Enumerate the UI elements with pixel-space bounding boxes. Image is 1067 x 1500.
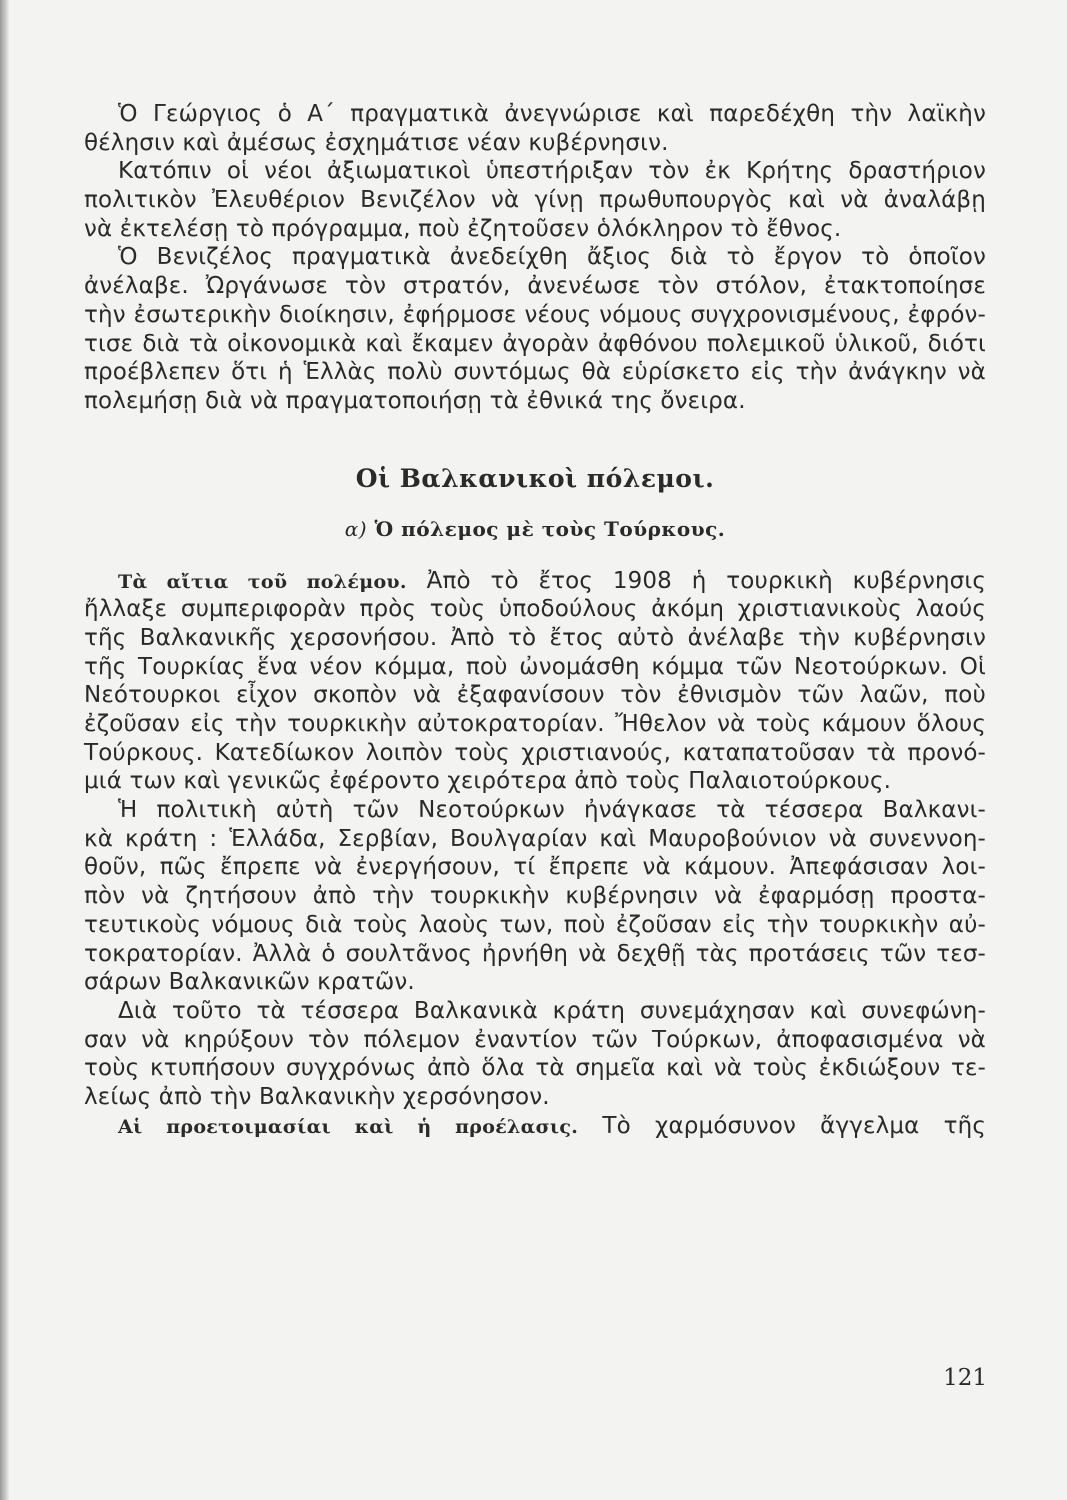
page-binding-edge: [0, 0, 9, 1500]
text-line: ἀνέλαβε. Ὠργάνωσε τὸν στρατόν, ἀνενέωσε τὸν στόλον, ἐτακτοποίησε: [84, 273, 986, 300]
subsection-title: Ὁ πόλεμος μὲ τοὺς Τούρκους.: [374, 516, 726, 541]
paragraph-preparations: [84, 1112, 986, 1141]
paragraph-venizelos: [84, 243, 986, 415]
text-line: Ὁ Γεώργιος ὁ Α΄ πραγματικὰ ἀνεγνώρισε καὶ παρεδέχθη τὴν λαϊκὴν: [118, 101, 986, 127]
page-number: 121: [943, 1365, 987, 1391]
text-line: τισε διὰ τὰ οἰκονομικὰ καὶ ἔκαμεν ἀγορὰν ἀφθόνου πολεμικοῦ ὑλικοῦ, διότι: [84, 330, 986, 357]
text-line: τῆς Βαλκανικῆς χερσονήσου. Ἀπὸ τὸ ἔτος αὐτὸ ἀνέλαβε τὴν κυβέρνησιν: [84, 624, 986, 651]
paragraph-king-george: [84, 100, 986, 157]
book-page: [84, 100, 986, 1140]
paragraph-lead-rest: Τὸ χαρμόσυνον ἄγγελμα τῆς: [602, 1112, 987, 1139]
paragraph-lead-rest: Ἀπὸ τὸ ἔτος 1908 ἡ τουρκικὴ κυβέρνησις: [426, 567, 986, 594]
text-line: τοὺς κτυπήσουν συγχρόνως ἀπὸ ὅλα τὰ σημεῖα καὶ νὰ τοὺς ἐκδιώξουν τε-: [84, 1055, 986, 1082]
subsection-letter: α): [344, 516, 368, 541]
paragraph-officers: [84, 157, 986, 243]
text-line: Ἡ πολιτικὴ αὐτὴ τῶν Νεοτούρκων ἠνάγκασε τὰ τέσσερα Βαλκανι-: [118, 797, 986, 824]
text-line: θέλησιν καὶ ἀμέσως ἐσχημάτισε νέαν κυβέρνησιν.: [84, 129, 669, 156]
text-line: ἤλλαξε συμπεριφορὰν πρὸς τοὺς ὑποδούλους ἀκόμη χριστιανικοὺς λαούς: [84, 596, 986, 623]
section-heading: Οἱ Βαλκανικοὶ πόλεμοι.: [355, 463, 715, 493]
text-line: [84, 1112, 986, 1141]
paragraph-lead: Τὰ αἴτια τοῦ πολέμου.: [118, 570, 407, 593]
text-line: ἐζοῦσαν εἰς τὴν τουρκικὴν αὐτοκρατορίαν. Ἤθελον νὰ τοὺς κάμουν ὅλους: [84, 711, 986, 737]
paragraph-causes: [84, 567, 986, 797]
subsection-heading: [84, 517, 986, 541]
text-line: τοκρατορίαν. Ἀλλὰ ὁ σουλτᾶνος ἠρνήθη νὰ δεχθῇ τὰς προτάσεις τῶν τεσ-: [84, 940, 986, 967]
text-line: προέβλεπεν ὅτι ἡ Ἑλλὰς πολὺ συντόμως θὰ εὑρίσκετο εἰς τὴν ἀνάγκην νὰ: [84, 359, 986, 386]
paragraph-alliance: [84, 997, 986, 1112]
text-line: Διὰ τοῦτο τὰ τέσσερα Βαλκανικὰ κράτη συνεμάχησαν καὶ συνεφώνη-: [118, 997, 986, 1024]
text-line: Νεότουρκοι εἶχον σκοπὸν νὰ ἐξαφανίσουν τὸν ἐθνισμὸν τῶν λαῶν, ποὺ: [84, 682, 986, 709]
text-line: κὰ κράτη : Ἑλλάδα, Σερβίαν, Βουλγαρίαν καὶ Μαυροβούνιον νὰ συνεννοη-: [84, 825, 986, 852]
text-line: νὰ ἐκτελέσῃ τὸ πρόγραμμα, ποὺ ἐζητοῦσεν ὁλόκληρον τὸ ἔθνος.: [84, 215, 842, 242]
text-line: σαν νὰ κηρύξουν τὸν πόλεμον ἐναντίον τῶν Τούρκων, ἀποφασισμένα νὰ: [84, 1026, 986, 1053]
text-line: πολιτικὸν Ἐλευθέριον Βενιζέλον νὰ γίνῃ πρωθυπουργὸς καὶ νὰ ἀναλάβῃ: [84, 187, 986, 214]
text-line: σάρων Βαλκανικῶν κρατῶν.: [84, 969, 415, 996]
text-line: τῆς Τουρκίας ἕνα νέον κόμμα, ποὺ ὠνομάσθη κόμμα τῶν Νεοτούρκων. Οἱ: [84, 653, 986, 680]
text-line: λείως ἀπὸ τὴν Βαλκανικὴν χερσόνησον.: [84, 1083, 550, 1110]
paragraph-young-turks-policy: [84, 796, 986, 997]
text-line: [84, 567, 986, 596]
text-line: πὸν νὰ ζητήσουν ἀπὸ τὴν τουρκικὴν κυβέρνησιν νὰ ἐφαρμόσῃ προστα-: [84, 883, 986, 910]
text-line: Ὁ Βενιζέλος πραγματικὰ ἀνεδείχθη ἄξιος διὰ τὸ ἔργον τὸ ὁποῖον: [118, 244, 986, 271]
text-line: πολεμήσῃ διὰ νὰ πραγματοποιήσῃ τὰ ἐθνικά της ὄνειρα.: [84, 387, 746, 414]
text-line: τὴν ἐσωτερικὴν διοίκησιν, ἐφήρμοσε νέους νόμους συγχρονισμένους, ἐφρόν-: [84, 301, 986, 328]
text-line: Τούρκους. Κατεδίωκον λοιπὸν τοὺς χριστιανούς, καταπατοῦσαν τὰ προνό-: [84, 739, 986, 766]
text-line: θοῦν, πῶς ἔπρεπε νὰ ἐνεργήσουν, τί ἔπρεπε νὰ κάμουν. Ἀπεφάσισαν λοι-: [84, 854, 986, 881]
text-line: μιά των καὶ γενικῶς ἐφέροντο χειρότερα ἀπὸ τοὺς Παλαιοτούρκους.: [84, 768, 892, 795]
paragraph-lead: Αἱ προετοιμασίαι καὶ ἡ προέλασις.: [118, 1115, 579, 1138]
text-line: Κατόπιν οἱ νέοι ἀξιωματικοὶ ὑπεστήριξαν τὸν ἐκ Κρήτης δραστήριον: [118, 158, 986, 185]
text-line: τευτικοὺς νόμους διὰ τοὺς λαοὺς των, ποὺ ἐζοῦσαν εἰς τὴν τουρκικὴν αὐ-: [84, 911, 986, 938]
